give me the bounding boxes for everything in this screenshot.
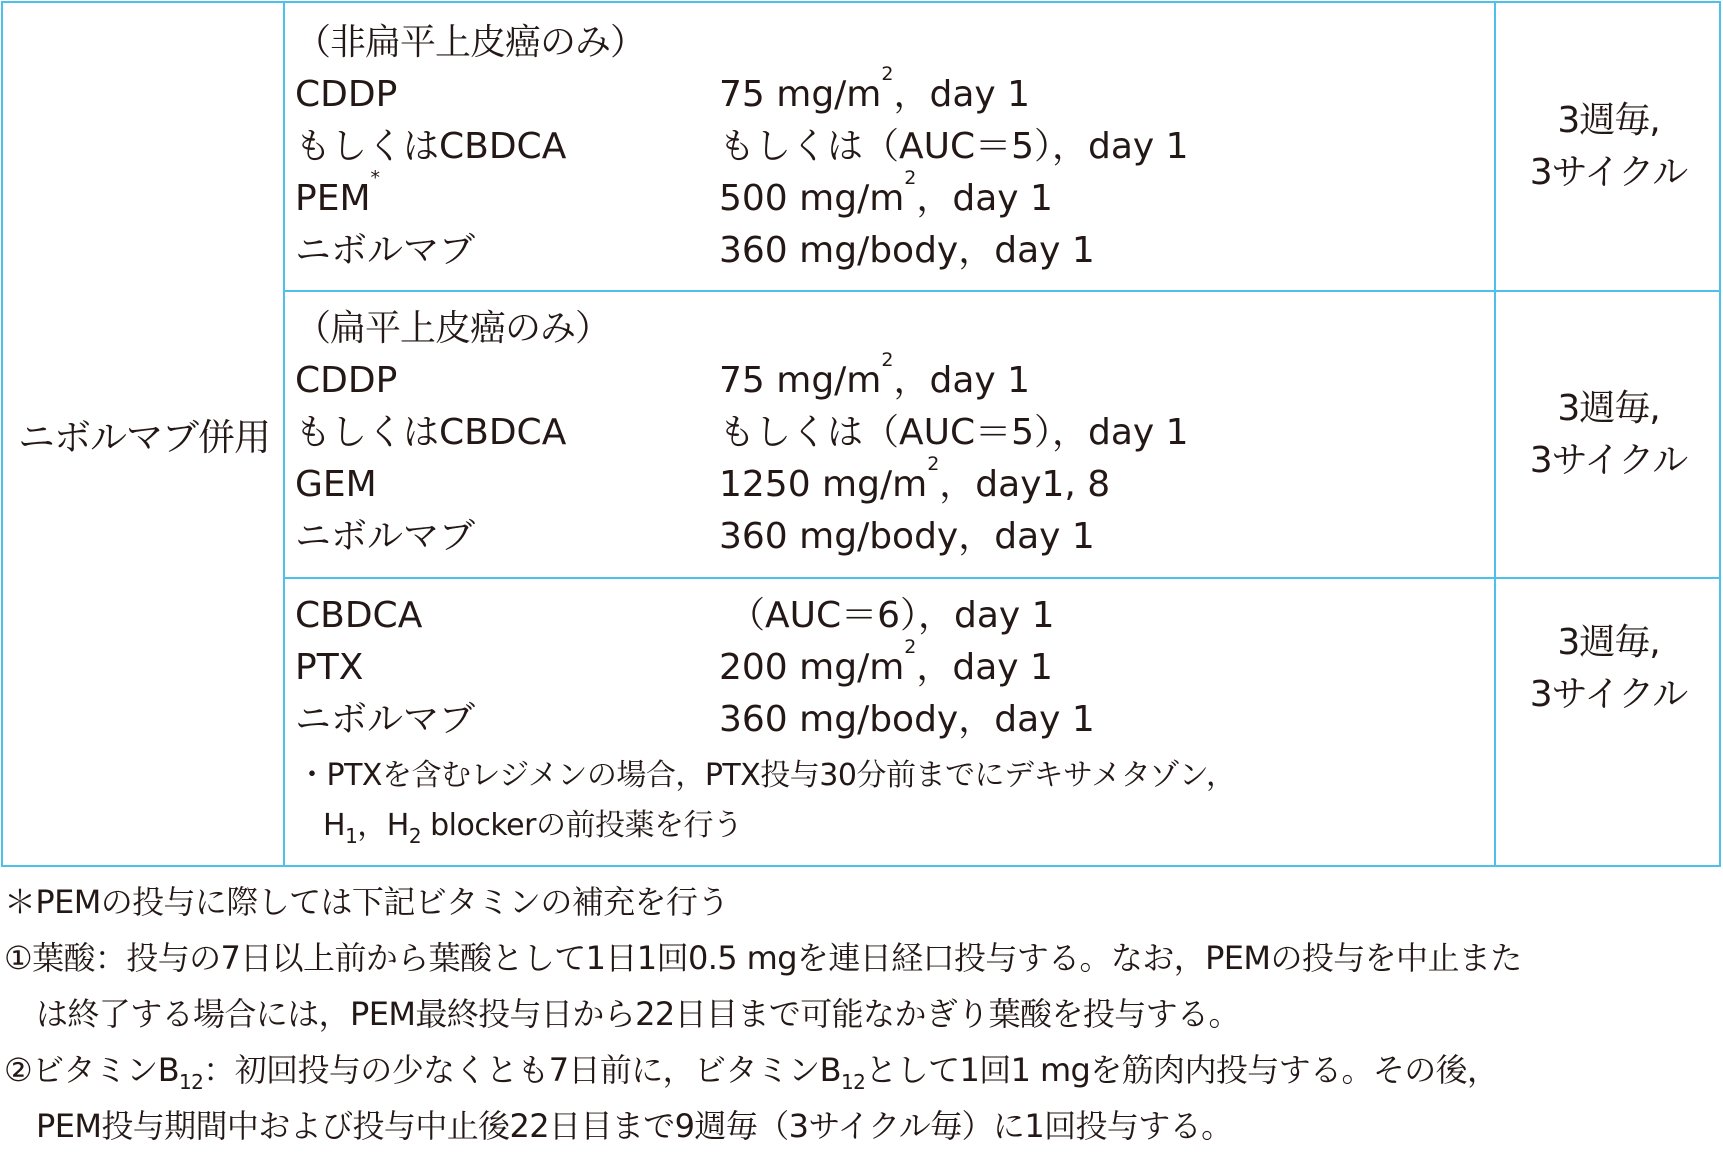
drug-name: もしくはCBDCA: [295, 412, 567, 453]
drug-dose: 360 mg/body，day 1: [719, 230, 1095, 271]
drug-line: [295, 63, 1485, 121]
drug-line: [295, 407, 1485, 459]
drug-name: ニボルマブ: [295, 230, 476, 271]
drug-name: もしくはCBDCA: [295, 126, 567, 167]
row-title: （非扁平上皮癌のみ）: [295, 22, 646, 63]
cycle-count: 3サイクル: [1529, 440, 1688, 481]
drug-line: [295, 453, 1485, 511]
cycle-count: 3サイクル: [1529, 152, 1688, 193]
regimen-row-2: [295, 303, 1485, 563]
drug-name: PTX: [295, 647, 364, 688]
cycle-interval: 3週毎,: [1557, 388, 1660, 429]
drug-name: CDDP: [295, 360, 398, 401]
premedication-note: [297, 751, 1235, 853]
group-label: ニボルマブ併用: [18, 416, 270, 459]
regimen-row-1: [295, 17, 1485, 277]
regimen-row-3: [295, 590, 1485, 746]
drug-name: CBDCA: [295, 595, 423, 636]
footnote-folic-acid-cont: は終了する場合には，PEM最終投与日から22日目まで可能なかぎり葉酸を投与する。: [36, 995, 1240, 1033]
drug-dose: 200 $mg/m^2$，day 1: [719, 636, 1053, 688]
note-line-1: ・PTXを含むレジメンの場合，PTX投与30分前までにデキサメタゾン，: [297, 758, 1236, 793]
cycle-cell-1: [1496, 95, 1721, 199]
drug-line: [295, 694, 1485, 746]
drug-line: [295, 167, 1485, 225]
footnote-vitamin-b12-cont: PEM投与期間中および投与中止後22日目まで9週毎（3サイクル毎）に1回投与する。: [36, 1107, 1233, 1145]
row-divider-2: [283, 577, 1719, 579]
drug-dose: 500 $mg/m^2$，day 1: [719, 167, 1053, 219]
cycle-interval: 3週毎,: [1557, 100, 1660, 141]
drug-dose: 1250 $mg/m^2$，day1, 8: [719, 453, 1111, 505]
drug-name: ニボルマブ: [295, 699, 476, 740]
note-line-2: $H_1$，$H_2$ blockerの前投薬を行う: [323, 808, 743, 848]
drug-line: [295, 225, 1485, 277]
row-divider-1: [283, 290, 1719, 292]
drug-dose: 75 $mg/m^2$，day 1: [719, 349, 1031, 401]
drug-dose: 360 mg/body，day 1: [719, 516, 1095, 557]
drug-line: [295, 636, 1485, 694]
drug-dose: もしくは（AUC＝5），day 1: [719, 412, 1189, 453]
row-title: （扁平上皮癌のみ）: [295, 308, 611, 349]
regimen-table: [1, 1, 1721, 867]
cycle-cell-2: [1496, 383, 1721, 487]
drug-name: CDDP: [295, 74, 398, 115]
footnote-mark: *: [370, 167, 381, 189]
drug-line: [295, 511, 1485, 563]
drug-dose: もしくは（AUC＝5），day 1: [719, 126, 1189, 167]
footnote-vitamin-b12: ②ビタミン$B_{12}$：初回投与の少なくとも7日前に，ビタミン$B_{12}$として1回1 mgを筋肉内投与する。その後，: [4, 1051, 1499, 1094]
footnotes: [4, 874, 1719, 1154]
drug-line: [295, 349, 1485, 407]
drug-name: PEM*: [295, 167, 381, 219]
footnote-intro: ＊PEMの投与に際しては下記ビタミンの補充を行う: [4, 883, 729, 921]
footnote-folic-acid: ①葉酸：投与の7日以上前から葉酸として1日1回0.5 mgを連日経口投与する。なお，PEMの投与を中止また: [4, 939, 1522, 977]
drug-name: GEM: [295, 464, 377, 505]
cycle-interval: 3週毎,: [1557, 622, 1660, 663]
drug-name: ニボルマブ: [295, 516, 476, 557]
drug-dose: 360 mg/body，day 1: [719, 699, 1095, 740]
cycle-cell-3: [1496, 617, 1721, 721]
drug-dose: 75 $mg/m^2$，day 1: [719, 63, 1031, 115]
drug-line: [295, 121, 1485, 173]
drug-dose: （AUC＝6），day 1: [729, 595, 1055, 636]
cycle-count: 3サイクル: [1529, 674, 1688, 715]
drug-line: [295, 590, 1485, 642]
